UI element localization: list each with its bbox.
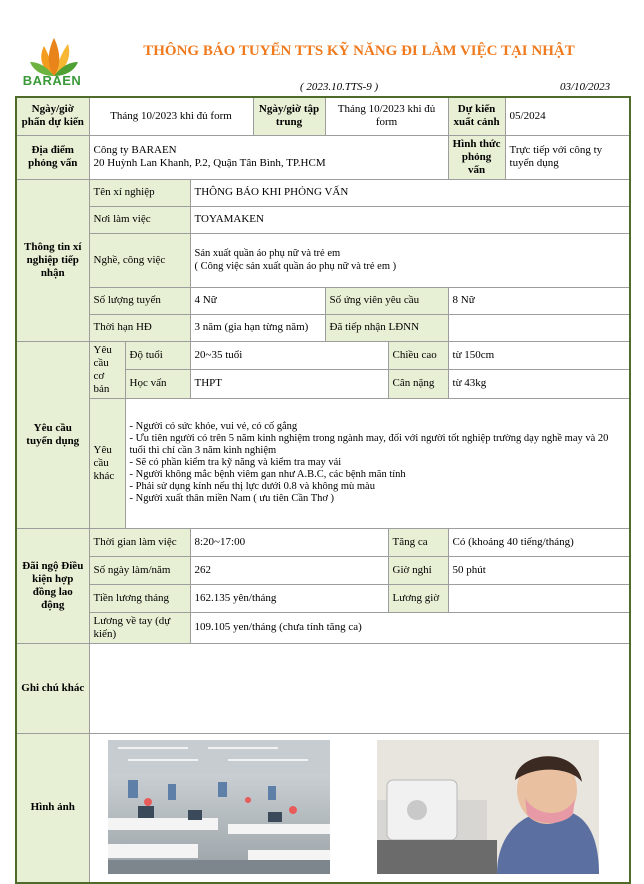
work-days-label: Số ngày làm/năm <box>89 556 190 584</box>
work-days-value: 262 <box>190 556 388 584</box>
company-section-label: Thông tin xí nghiệp tiếp nhận <box>16 179 89 341</box>
location-label: Địa điểm phỏng vấn <box>16 135 89 179</box>
job-label: Nghề, công việc <box>89 233 190 287</box>
benefits-section-label: Đãi ngộ Điều kiện hợp đồng lao động <box>16 528 89 643</box>
list-item: - Người không mắc bệnh viêm gan như A.B.C, các bệnh mãn tính <box>129 469 406 480</box>
departure-value: 05/2024 <box>505 97 630 135</box>
other-req-label: Yêu cầu khác <box>89 398 125 528</box>
location-line2: 20 Huỳnh Lan Khanh, P.2, Quận Tân Bình, TP.HCM <box>93 157 326 169</box>
document-code: ( 2023.10.TTS-9 ) <box>300 81 379 93</box>
gather-label: Ngày/giờ tập trung <box>253 97 325 135</box>
hourly-wage-label: Lương giờ <box>388 584 448 612</box>
ldnn-label: Đã tiếp nhận LĐNN <box>325 314 448 341</box>
interview-date-value: Tháng 10/2023 khi đủ form <box>89 97 253 135</box>
break-label: Giờ nghỉ <box>388 556 448 584</box>
notes-label: Ghi chú khác <box>16 643 89 733</box>
overtime-value: Có (khoảng 40 tiếng/tháng) <box>448 528 630 556</box>
departure-label: Dự kiến xuất cảnh <box>448 97 505 135</box>
interview-form-label: Hình thức phỏng vấn <box>448 135 505 179</box>
location-line1: Công ty BARAEN <box>93 144 177 156</box>
list-item: - Người xuất thân miền Nam ( ưu tiên Cần Thơ ) <box>129 493 335 504</box>
recruitment-form <box>15 96 631 884</box>
interview-form-value: Trực tiếp với công ty tuyển dụng <box>505 135 630 179</box>
education-label: Học vấn <box>125 370 190 399</box>
company-name-value: THÔNG BÁO KHI PHỎNG VẤN <box>190 179 630 206</box>
net-salary-label: Lương về tay (dự kiến) <box>89 612 190 643</box>
job-value <box>190 233 630 287</box>
requirements-section-label: Yêu cầu tuyển dụng <box>16 341 89 528</box>
weight-value: từ 43kg <box>448 370 630 399</box>
images-label: Hình ảnh <box>16 733 89 883</box>
weight-label: Cân nặng <box>388 370 448 399</box>
height-value: từ 150cm <box>448 341 630 370</box>
height-label: Chiều cao <box>388 341 448 370</box>
location-value <box>89 135 448 179</box>
candidates-label: Số ứng viên yêu cầu <box>325 287 448 314</box>
page-title: THÔNG BÁO TUYỂN TTS KỸ NĂNG ĐI LÀM VIỆC TẠI NHẬT <box>143 43 575 59</box>
education-value: THPT <box>190 370 388 399</box>
age-value: 20~35 tuổi <box>190 341 388 370</box>
images-cell <box>89 733 630 883</box>
workplace-value: TOYAMAKEN <box>190 206 630 233</box>
net-salary-value: 109.105 yen/tháng (chưa tính tăng ca) <box>190 612 630 643</box>
basic-req-label: Yêu cầu cơ bản <box>89 341 125 398</box>
work-hours-label: Thời gian làm việc <box>89 528 190 556</box>
logo-text: BARAEN <box>22 73 82 88</box>
list-item: - Sẽ có phần kiểm tra kỹ năng và kiểm tra may vải <box>129 457 342 468</box>
company-name-label: Tên xí nghiệp <box>89 179 190 206</box>
age-label: Độ tuổi <box>125 341 190 370</box>
list-item: - Người có sức khỏe, vui vẻ, có cố gắng <box>129 421 298 432</box>
job-line2: ( Công việc sản xuất quần áo phụ nữ và trẻ em ) <box>194 261 397 272</box>
salary-value: 162.135 yên/tháng <box>190 584 388 612</box>
list-item: - Phải sử dụng kính nếu thị lực dưới 0.8 và không mù màu <box>129 481 375 492</box>
workplace-label: Nơi làm việc <box>89 206 190 233</box>
hourly-wage-value <box>448 584 630 612</box>
salary-label: Tiền lương tháng <box>89 584 190 612</box>
job-line1: Sản xuất quần áo phụ nữ và trẻ em <box>194 248 341 259</box>
document-date: 03/10/2023 <box>560 81 611 93</box>
break-value: 50 phút <box>448 556 630 584</box>
gather-value: Tháng 10/2023 khi đủ form <box>325 97 448 135</box>
other-req-list <box>130 421 626 505</box>
factory-photo <box>108 740 330 874</box>
candidates-value: 8 Nữ <box>448 287 630 314</box>
ldnn-value <box>448 314 630 341</box>
contract-label: Thời hạn HĐ <box>89 314 190 341</box>
quantity-label: Số lượng tuyển <box>89 287 190 314</box>
quantity-value: 4 Nữ <box>190 287 325 314</box>
notes-value <box>89 643 630 733</box>
contract-value: 3 năm (gia hạn từng năm) <box>190 314 325 341</box>
work-hours-value: 8:20~17:00 <box>190 528 388 556</box>
overtime-label: Tăng ca <box>388 528 448 556</box>
worker-photo <box>377 740 599 874</box>
interview-date-label: Ngày/giờ phấn dự kiến <box>16 97 89 135</box>
list-item: - Ưu tiên người có trên 5 năm kinh nghiệm trong ngành may, đối với người tốt nghiệp trường dạy nghề may và 20 tuổi thì chỉ cần 3 năm kinh nghiệm <box>129 433 609 456</box>
other-req-value <box>125 398 630 528</box>
